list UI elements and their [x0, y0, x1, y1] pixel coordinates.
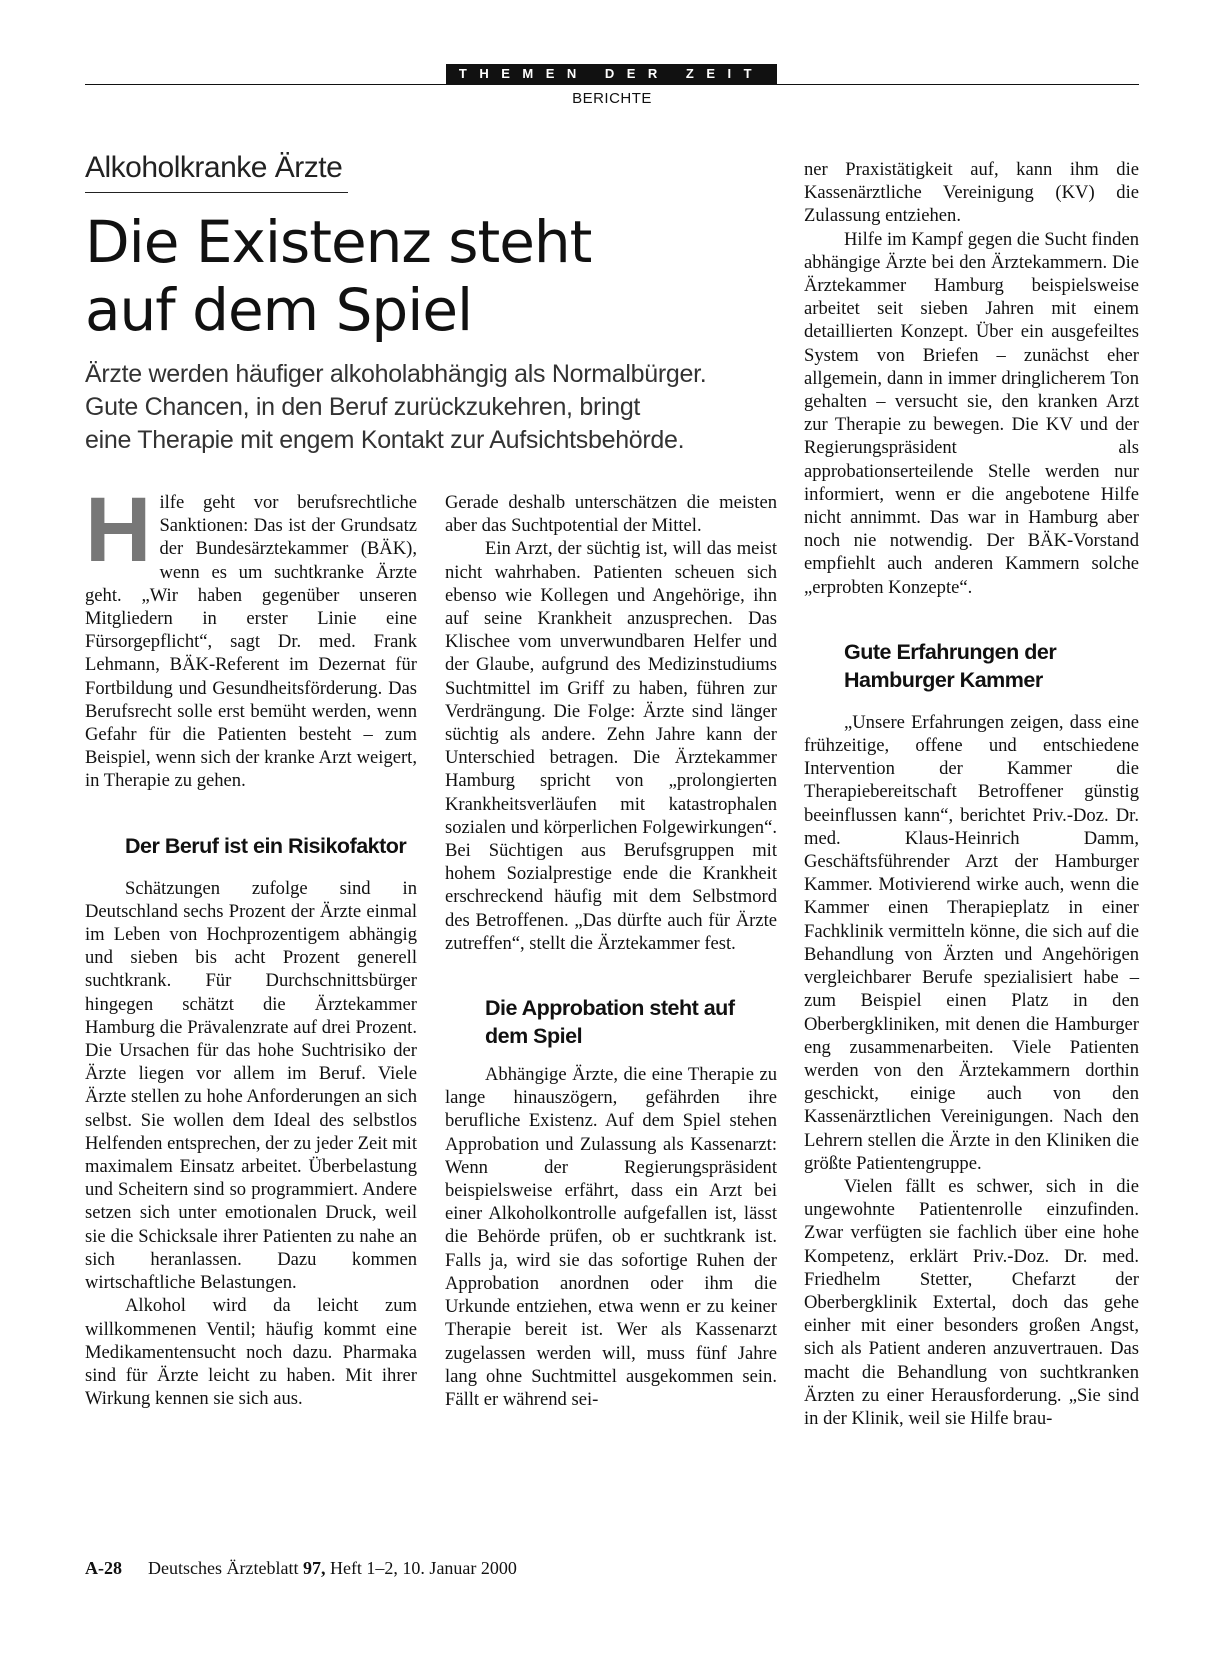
body-paragraph: Gerade deshalb unterschätzen die meisten aber das Suchtpotential der Mittel. — [445, 492, 777, 537]
body-paragraph: Vielen fällt es schwer, sich in die ungewohnte Patientenrolle einzufinden. Zwar verfügten sie fachlich über eine hohe Kompetenz, erklärt Priv.-Doz. Dr. med. Friedhelm Stetter, Chefarzt der Oberbergklinik Extertal, doch das gehe einher mit einer besonders großen Angst, sich als Patient anderen anzuvertrauen. Das macht die Behandlung von suchtkranken Ärzten zu einer Herausforderung. „Sie sind in der Klinik, weil sie Hilfe brau- — [804, 1175, 1139, 1429]
header-rule — [85, 84, 1139, 85]
paragraph-text: ilfe geht vor berufsrechtliche Sanktionen: Das ist der Grundsatz der Bundesärztekammer (BÄK), wenn es um suchtkranke Ärzte geht. „Wir haben gegenüber unseren Mitgliedern in erster Linie eine Fürsorgepflicht“, sagt Dr. med. Frank Lehmann, BÄK-Referent im Dezernat für Fortbildung und Gesundheitsförderung. Das Berufsrecht solle erst bemüht werden, wenn Gefahr für die Patienten besteht – zum Beispiel, wenn sich der kranke Arzt weigert, in Therapie zu gehen. — [85, 492, 417, 792]
journal-issue: Heft 1–2, 10. Januar 2000 — [329, 1558, 517, 1578]
body-column-2 — [445, 491, 777, 1411]
deck-line: Ärzte werden häufiger alkoholabhängig als Normalbürger. — [85, 360, 707, 388]
article-deck — [85, 358, 785, 457]
kicker-rule — [85, 192, 348, 193]
article-headline — [85, 208, 765, 344]
subsection-label: BERICHTE — [572, 90, 652, 107]
body-paragraph: Schätzungen zufolge sind in Deutschland sechs Prozent der Ärzte einmal im Leben von Hochprozentigem abhängig und sieben bis acht Prozent generell suchtkrank. Für Durchschnittsbürger hingegen schätzt die Ärztekammer Hamburg die Prävalenzrate auf drei Prozent. Die Ursachen für das hohe Suchtrisiko der Ärzte liegen vor allem im Beruf. Viele Ärzte stellen zu hohe Anforderungen an sich selbst. Sie wollen dem Ideal des selbstlos Helfenden entsprechen, der zu jeder Zeit mit maximalem Einsatz arbeitet. Überbelastung und Scheitern sind so programmiert. Andere setzen sich unter emotionalen Druck, weil sie die Schicksale ihrer Patienten zu nahe an sich heranlassen. Dazu kommen wirtschaftliche Belastungen. — [85, 877, 417, 1294]
headline-line: auf dem Spiel — [85, 276, 473, 344]
page-number: A-28 — [85, 1558, 122, 1578]
body-paragraph: Hilfe im Kampf gegen die Sucht finden abhängige Ärzte bei den Ärztekammern. Die Ärztekammer Hamburg beispielsweise arbeitet seit sieben Jahren mit einem detaillierten Konzept. Über ein ausgefeiltes System von Briefen – zunächst eher allgemein, dann in immer dringlicherem Ton gehalten – versucht sie, den kranken Arzt zur Therapie zu bewegen. Die KV und der Regierungspräsident als approbationserteilende Stelle werden nur informiert, wenn er die angebotene Hilfe nicht annimmt. Das war in Hamburg aber noch nie notwendig. Der BÄK-Vorstand empfiehlt auch anderen Kammern solche „erprobten Konzepte“. — [804, 228, 1139, 598]
journal-name: Deutsches Ärzteblatt — [148, 1558, 299, 1578]
body-paragraph: Ein Arzt, der süchtig ist, will das meist nicht wahrhaben. Patienten scheuen sich ebenso wie Kollegen und Angehörige, ihn auf seine Krankheit anzusprechen. Das Klischee vom unverwundbaren Helfer und der Glaube, aufgrund des Medizinstudiums Suchtmittel im Griff zu haben, führen zur Verdrängung. Die Folge: Ärzte sind länger süchtig als andere. Zehn Jahre kann der Unterschied betragen. Die Ärztekammer Hamburg spricht von „prolongierten Krankheitsverläufen mit katastrophalen sozialen und körperlichen Folgewirkungen“. Bei Süchtigen aus Berufsgruppen mit hohem Sozialprestige ende die Krankheit erschreckend häufig mit dem Selbstmord des Betroffenen. „Das dürfte auch für Ärzte zutreffen“, stellt die Ärztekammer fest. — [445, 538, 777, 954]
body-paragraph — [85, 479, 417, 793]
body-column-3 — [804, 158, 1139, 1430]
drop-cap: H — [85, 479, 152, 581]
subheading: Die Approbation steht auf dem Spiel — [485, 996, 735, 1049]
body-paragraph: „Unsere Erfahrungen zeigen, dass eine frühzeitige, offene und entschiedene Intervention der Kammer die Therapiebereitschaft Betroffener günstig beeinflussen kann“, berichtet Priv.-Doz. Dr. med. Klaus-Heinrich Damm, Geschäftsführender Arzt der Hamburger Kammer. Motivierend wirke auch, wenn die Kammer einen Therapieplatz in einer Fachklinik vermitteln könne, die sich auf die Behandlung von Ärzten und Angehörigen vergleichbarer Berufe spezialisiert habe – zum Beispiel einen Platz in den Oberbergkliniken, mit denen die Hamburger eng zusammenarbeiten. Viele Patienten werden von den Ärztekammern dorthin geschickt, einige auch von den Kassenärztlichen Vereinigungen. Nach den Lehrern stellen die Ärzte in den Kliniken die größte Patientengruppe. — [804, 711, 1139, 1174]
deck-line: Gute Chancen, in den Beruf zurückzukehren, bringt — [85, 393, 641, 421]
journal-volume: 97, — [302, 1558, 326, 1578]
body-paragraph: Alkohol wird da leicht zum willkommenen Ventil; häufig kommt eine Medikamentensucht noch dazu. Pharmaka sind für Ärzte leicht zu haben. Mit ihrer Wirkung kennen sie sich aus. — [85, 1295, 417, 1410]
section-banner: THEMEN DER ZEIT — [446, 64, 777, 84]
subheading: Der Beruf ist ein Risikofaktor — [125, 833, 407, 858]
deck-line: eine Therapie mit engem Kontakt zur Aufsichtsbehörde. — [85, 426, 685, 454]
subheading: Gute Erfahrungen der Hamburger Kammer — [844, 639, 1057, 692]
body-paragraph: ner Praxistätigkeit auf, kann ihm die Kassenärztliche Vereinigung (KV) die Zulassung entziehen. — [804, 159, 1139, 227]
article-kicker: Alkoholkranke Ärzte — [85, 151, 343, 184]
headline-line: Die Existenz steht — [85, 208, 592, 276]
body-column-1 — [85, 479, 417, 1410]
body-paragraph: Abhängige Ärzte, die eine Therapie zu lange hinauszögern, gefährden ihre berufliche Existenz. Auf dem Spiel stehen Approbation und Zulassung als Kassenarzt: Wenn der Regierungspräsident beispielsweise erfährt, dass ein Arzt bei einer Alkoholkontrolle aufgefallen ist, lässt die Behörde prüfen, ob er suchtkrank ist. Falls ja, wird sie das sofortige Ruhen der Approbation anordnen oder ihm die Urkunde entziehen, etwa wenn er zu keiner Therapie bereit ist. Wer als Kassenarzt zugelassen werden will, muss fünf Jahre lang ohne Suchtmittel ausgekommen sein. Fällt er während sei- — [445, 1064, 777, 1410]
page-footer — [85, 1558, 517, 1579]
